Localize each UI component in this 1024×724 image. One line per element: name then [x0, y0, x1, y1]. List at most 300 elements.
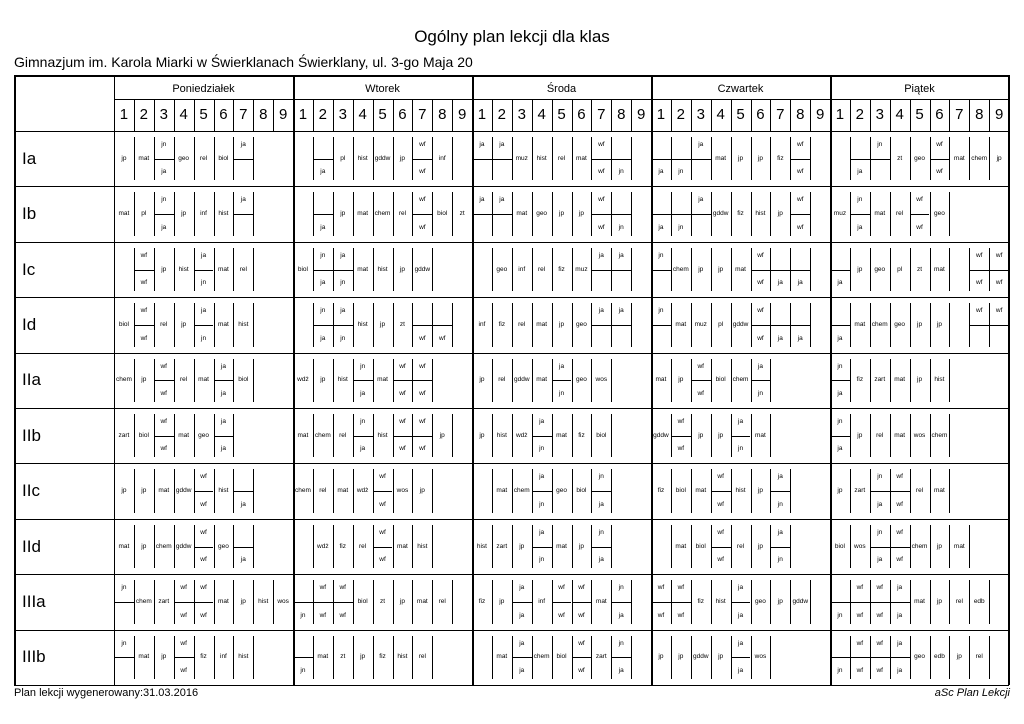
lesson-group-top: ja — [539, 418, 545, 425]
lesson-group-top: ja — [738, 418, 744, 425]
lesson-subject: geo — [178, 154, 190, 162]
lesson-group-top: wf — [180, 639, 187, 647]
group-split-line — [592, 325, 611, 326]
lesson-group-bottom: wf — [558, 611, 565, 619]
lesson-subject: biol — [695, 542, 706, 550]
period-number: 3 — [875, 106, 884, 123]
lesson-subject: fiz — [339, 542, 346, 550]
period-divider — [930, 99, 931, 131]
lesson-cell-border — [432, 248, 433, 291]
group-split-line — [652, 602, 671, 603]
lesson-group-bottom: wf — [657, 611, 665, 619]
period-divider — [512, 99, 513, 131]
period-number: 5 — [915, 106, 924, 123]
lesson-subject: hist — [337, 376, 348, 384]
lesson-group-top: wf — [319, 584, 327, 592]
lesson-subject: inf — [220, 653, 227, 661]
period-number: 1 — [477, 106, 487, 123]
lesson-subject: jp — [181, 320, 187, 328]
lesson-cell-border — [631, 636, 632, 679]
period-divider — [552, 99, 553, 131]
lesson-group-top: wf — [936, 141, 943, 148]
brand-label: aSc Plan Lekcji — [934, 687, 1010, 699]
lesson-group-bottom: wf — [936, 168, 943, 176]
lesson-subject: hist — [536, 154, 547, 162]
lesson-group-bottom: wf — [200, 611, 207, 619]
lesson-group-bottom: wf — [160, 390, 167, 397]
lesson-cell-border — [253, 359, 254, 402]
lesson-subject: geo — [576, 320, 587, 328]
group-split-line — [672, 602, 691, 603]
lesson-subject: mat — [914, 597, 925, 605]
lesson-subject: muz — [694, 320, 707, 328]
group-split-line — [612, 325, 631, 326]
lesson-cell-border — [969, 525, 970, 568]
period-number: 8 — [975, 106, 984, 123]
lesson-subject: jp — [399, 597, 405, 605]
lesson-group-top: ja — [539, 528, 545, 536]
lesson-subject: fiz — [697, 597, 704, 605]
lesson-cell-border — [770, 359, 771, 402]
group-split-line — [334, 602, 353, 603]
lesson-subject: jp — [360, 653, 366, 661]
lesson-group-bottom: wf — [419, 445, 426, 453]
period-number: 4 — [716, 106, 725, 123]
class-row-separator — [14, 186, 1009, 187]
lesson-group-top: ja — [240, 196, 246, 204]
lesson-subject: chem — [314, 431, 331, 439]
group-split-line — [334, 270, 353, 271]
lesson-subject: jp — [578, 542, 584, 550]
lesson-group-top: wf — [757, 251, 764, 259]
lesson-group-top: jn — [161, 196, 167, 204]
lesson-group-top: wf — [975, 307, 983, 315]
lesson-group-top: ja — [201, 251, 207, 259]
grid-border-top — [14, 75, 1009, 77]
lesson-subject: rel — [896, 210, 904, 218]
lesson-cell-border — [253, 469, 254, 512]
lesson-group-top: jn — [320, 251, 326, 259]
lesson-group-bottom: ja — [240, 500, 246, 508]
lesson-subject: mat — [755, 431, 766, 439]
lesson-subject: jp — [499, 597, 505, 605]
lesson-subject: gddw — [712, 210, 729, 218]
lesson-subject: mat — [297, 431, 309, 439]
lesson-group-top: jn — [161, 141, 167, 148]
lesson-subject: gddw — [175, 487, 192, 495]
school-name: Gimnazjum im. Karola Miarki w Świerklanach Świerklany, ul. 3-go Maja 20 — [14, 54, 473, 70]
period-divider — [731, 99, 732, 131]
lesson-cell-border — [810, 248, 811, 291]
lesson-subject: mat — [397, 542, 408, 550]
lesson-cell-border — [253, 303, 254, 346]
lesson-subject: mat — [138, 154, 150, 162]
lesson-subject: mat — [595, 597, 607, 605]
period-number: 5 — [378, 106, 387, 123]
lesson-subject: jp — [678, 376, 684, 384]
group-split-line — [354, 436, 373, 437]
lesson-cell-border — [432, 636, 433, 679]
lesson-cell-border — [810, 580, 811, 623]
lesson-subject: jp — [718, 431, 724, 439]
group-split-line — [433, 325, 452, 326]
lesson-subject: mat — [337, 487, 349, 495]
group-split-line — [771, 325, 790, 326]
class-row-separator — [14, 463, 1009, 464]
lesson-subject: hist — [377, 265, 388, 273]
lesson-subject: zt — [340, 653, 346, 661]
group-split-line — [831, 436, 850, 437]
lesson-subject: jp — [837, 487, 843, 495]
lesson-group-top: wf — [180, 584, 187, 592]
lesson-group-bottom: ja — [360, 445, 366, 453]
lesson-subject: wdż — [317, 542, 329, 550]
class-row-separator — [14, 408, 1009, 409]
group-split-line — [314, 159, 333, 160]
period-divider — [790, 99, 791, 131]
lesson-subject: mat — [357, 265, 369, 273]
group-split-line — [195, 602, 214, 603]
period-divider — [572, 99, 573, 131]
period-divider — [393, 99, 394, 131]
group-split-line — [493, 214, 512, 215]
period-number: 3 — [159, 106, 168, 123]
lesson-group-bottom: wf — [200, 500, 207, 508]
lesson-group-top: wf — [379, 528, 386, 536]
lesson-subject: jp — [479, 431, 485, 439]
lesson-subject: pl — [897, 265, 903, 273]
lesson-subject: inf — [538, 597, 546, 605]
lesson-subject: biol — [715, 376, 726, 384]
lesson-group-bottom: ja — [320, 334, 326, 342]
lesson-group-bottom: wf — [140, 334, 148, 342]
period-divider — [870, 99, 871, 131]
lesson-subject: wos — [277, 597, 289, 605]
lesson-subject: jp — [519, 542, 525, 550]
period-number: 7 — [955, 106, 964, 123]
group-split-line — [513, 602, 532, 603]
lesson-subject: hist — [496, 431, 507, 439]
group-split-line — [891, 491, 910, 492]
lesson-subject: jp — [161, 265, 167, 273]
lesson-subject: mat — [536, 376, 548, 384]
lesson-group-bottom: ja — [360, 390, 366, 397]
lesson-group-bottom: ja — [618, 611, 624, 619]
lesson-group-top: wf — [916, 196, 923, 204]
period-number: 7 — [418, 106, 427, 123]
lesson-group-bottom: ja — [519, 611, 525, 619]
period-divider — [353, 99, 354, 131]
lesson-subject: jp — [181, 210, 187, 218]
lesson-group-bottom: wf — [677, 445, 685, 453]
lesson-subject: mat — [516, 210, 528, 218]
period-divider — [711, 99, 712, 131]
lesson-group-bottom: jn — [201, 334, 207, 342]
lesson-subject: hist — [755, 210, 766, 218]
period-divider — [611, 99, 612, 131]
lesson-subject: inf — [438, 154, 446, 162]
lesson-subject: gddw — [374, 154, 391, 162]
lesson-subject: inf — [200, 210, 207, 218]
period-divider — [890, 99, 891, 131]
lesson-group-bottom: jn — [618, 223, 624, 231]
lesson-cell-border — [452, 303, 453, 346]
lesson-group-top: wf — [757, 307, 764, 315]
lesson-group-bottom: ja — [598, 500, 604, 508]
period-divider — [194, 99, 195, 131]
lesson-group-bottom: ja — [240, 556, 246, 564]
lesson-group-bottom: ja — [738, 667, 744, 674]
lesson-group-top: ja — [777, 528, 783, 536]
lesson-subject: rel — [199, 154, 208, 162]
lesson-subject: rel — [518, 320, 526, 328]
lesson-group-top: wf — [419, 141, 426, 148]
lesson-group-top: ja — [240, 141, 246, 148]
period-number: 6 — [577, 106, 586, 123]
lesson-subject: geo — [894, 320, 906, 328]
class-name: Ib — [22, 204, 37, 224]
day-header: Czwartek — [717, 83, 764, 95]
lesson-group-bottom: wf — [319, 611, 327, 619]
lesson-group-top: wf — [200, 473, 207, 481]
lesson-group-bottom: ja — [797, 334, 803, 342]
lesson-group-top: ja — [618, 307, 624, 315]
lesson-subject: mat — [934, 487, 945, 495]
group-split-line — [592, 270, 611, 271]
lesson-group-top: wf — [717, 473, 724, 481]
lesson-cell-border — [432, 525, 433, 568]
lesson-cell-border — [1009, 137, 1010, 180]
lesson-subject: mat — [894, 431, 906, 439]
group-split-line — [374, 491, 393, 492]
lesson-group-bottom: wf — [876, 667, 883, 674]
lesson-cell-border — [949, 303, 950, 346]
lesson-group-top: jn — [618, 639, 624, 647]
lesson-subject: zt — [459, 210, 465, 218]
lesson-subject: geo — [874, 265, 886, 273]
group-split-line — [592, 159, 611, 160]
lesson-group-bottom: ja — [837, 445, 843, 453]
group-split-line — [374, 547, 393, 548]
lesson-group-bottom: jn — [678, 223, 684, 231]
lesson-subject: inf — [478, 320, 486, 328]
lesson-group-top: wf — [578, 584, 585, 592]
lesson-group-bottom: jn — [678, 168, 684, 176]
lesson-subject: geo — [914, 154, 925, 162]
lesson-group-bottom: jn — [837, 611, 843, 619]
lesson-group-top: ja — [340, 251, 346, 259]
period-divider — [452, 99, 453, 131]
group-split-line — [413, 380, 432, 381]
period-divider — [591, 99, 592, 131]
lesson-subject: mat — [675, 320, 687, 328]
group-split-line — [771, 270, 790, 271]
period-divider — [373, 99, 374, 131]
lesson-group-top: wf — [339, 584, 346, 592]
lesson-group-bottom: ja — [837, 334, 843, 342]
group-split-line — [752, 380, 771, 381]
group-split-line — [294, 602, 313, 603]
lesson-group-top: wf — [876, 639, 883, 647]
lesson-group-top: ja — [777, 473, 783, 481]
group-split-line — [911, 214, 930, 215]
lesson-group-bottom: jn — [618, 168, 624, 176]
lesson-subject: jp — [757, 154, 763, 162]
lesson-group-bottom: ja — [857, 223, 863, 231]
lesson-subject: edb — [973, 597, 985, 605]
lesson-group-bottom: jn — [757, 390, 763, 397]
lesson-group-bottom: ja — [519, 667, 525, 674]
period-divider — [810, 99, 811, 131]
group-split-line — [394, 380, 413, 381]
lesson-cell-border — [253, 525, 254, 568]
period-divider — [174, 99, 175, 131]
lesson-group-bottom: ja — [320, 279, 326, 287]
group-split-line — [891, 547, 910, 548]
lesson-group-top: wf — [598, 141, 605, 148]
lesson-group-bottom: jn — [837, 667, 843, 674]
lesson-group-top: wf — [419, 362, 426, 370]
lesson-cell-border — [949, 359, 950, 402]
lesson-group-bottom: jn — [777, 500, 783, 508]
lesson-subject: rel — [339, 431, 347, 439]
lesson-cell-border — [611, 359, 612, 402]
lesson-group-bottom: wf — [916, 223, 923, 231]
lesson-group-bottom: wf — [438, 334, 446, 342]
period-divider — [631, 99, 632, 131]
lesson-subject: hist — [715, 597, 726, 605]
period-number: 6 — [398, 106, 407, 123]
lesson-subject: geo — [536, 210, 548, 218]
lesson-group-bottom: ja — [797, 279, 803, 287]
lesson-subject: jp — [658, 653, 664, 661]
lesson-group-bottom: wf — [140, 279, 148, 287]
lesson-subject: jp — [578, 210, 584, 218]
lesson-subject: jp — [757, 542, 763, 550]
lesson-group-top: ja — [897, 584, 903, 592]
lesson-cell-border — [611, 469, 612, 512]
lesson-group-bottom: wf — [419, 390, 426, 397]
lesson-subject: chem — [533, 653, 550, 661]
group-split-line — [135, 325, 154, 326]
group-split-line — [692, 380, 711, 381]
period-number: 2 — [676, 106, 685, 123]
lesson-subject: hist — [258, 597, 269, 605]
group-split-line — [314, 270, 333, 271]
class-name: IIIa — [22, 591, 46, 611]
day-header: Poniedziałek — [172, 83, 235, 95]
day-header: Środa — [546, 83, 577, 95]
group-split-line — [413, 214, 432, 215]
lesson-group-top: wf — [140, 307, 148, 315]
lesson-subject: muz — [833, 210, 847, 218]
group-split-line — [234, 547, 253, 548]
group-split-line — [791, 159, 810, 160]
lesson-subject: jp — [777, 210, 783, 218]
lesson-subject: hist — [178, 265, 189, 273]
lesson-subject: jp — [121, 154, 127, 162]
lesson-subject: jp — [917, 320, 923, 328]
group-split-line — [771, 491, 790, 492]
lesson-subject: mat — [556, 431, 567, 439]
lesson-subject: hist — [238, 653, 249, 661]
lesson-group-top: wf — [717, 528, 724, 536]
lesson-group-bottom: wf — [896, 500, 903, 508]
lesson-cell-border — [631, 192, 632, 235]
lesson-subject: geo — [914, 653, 925, 661]
lesson-subject: jp — [419, 487, 425, 495]
lesson-subject: zart — [874, 376, 886, 384]
lesson-subject: jp — [757, 487, 763, 495]
lesson-subject: mat — [118, 210, 130, 218]
group-split-line — [891, 657, 910, 658]
lesson-group-bottom: wf — [160, 445, 167, 453]
grid-border-left — [14, 75, 16, 685]
lesson-cell-border — [949, 248, 950, 291]
period-divider — [770, 99, 771, 131]
lesson-group-bottom: wf — [379, 500, 386, 508]
lesson-subject: mat — [536, 320, 548, 328]
lesson-subject: fiz — [777, 154, 784, 162]
period-header-rule — [14, 131, 1009, 132]
group-split-line — [334, 325, 353, 326]
period-divider — [969, 99, 970, 131]
lesson-group-bottom: ja — [618, 667, 624, 674]
lesson-subject: zart — [118, 431, 130, 439]
group-split-line — [831, 602, 850, 603]
group-split-line — [692, 159, 711, 160]
lesson-group-bottom: jn — [559, 390, 565, 397]
lesson-subject: biol — [437, 210, 448, 218]
group-split-line — [831, 657, 850, 658]
group-split-line — [115, 602, 134, 603]
lesson-group-top: ja — [738, 639, 744, 647]
lesson-group-top: ja — [757, 362, 763, 370]
lesson-group-bottom: wf — [379, 556, 386, 564]
lesson-group-bottom: wf — [598, 223, 605, 231]
lesson-group-top: wf — [796, 141, 804, 148]
lesson-group-bottom: jn — [539, 556, 545, 564]
class-row-separator — [14, 519, 1009, 520]
lesson-subject: geo — [198, 431, 209, 439]
period-number: 2 — [139, 106, 148, 123]
lesson-subject: muz — [575, 265, 588, 273]
lesson-cell-border — [810, 192, 811, 235]
lesson-subject: rel — [398, 210, 407, 218]
lesson-group-top: jn — [598, 528, 604, 536]
lesson-subject: mat — [496, 487, 508, 495]
lesson-subject: mat — [894, 376, 906, 384]
lesson-subject: jp — [678, 653, 684, 661]
period-number: 8 — [438, 106, 447, 123]
lesson-subject: geo — [934, 210, 945, 218]
lesson-cell-border — [432, 469, 433, 512]
group-split-line — [851, 214, 870, 215]
lesson-group-top: wf — [419, 418, 426, 425]
group-split-line — [413, 159, 432, 160]
lesson-cell-border — [989, 636, 990, 679]
lesson-group-bottom: jn — [300, 611, 306, 619]
lesson-group-top: ja — [698, 196, 704, 204]
lesson-group-top: jn — [877, 528, 883, 536]
lesson-group-top: ja — [519, 639, 525, 647]
day-header-rule — [114, 99, 1009, 100]
lesson-group-top: wf — [896, 473, 903, 481]
lesson-subject: zt — [897, 154, 903, 162]
group-split-line — [413, 436, 432, 437]
group-split-line — [771, 547, 790, 548]
group-split-line — [672, 436, 691, 437]
